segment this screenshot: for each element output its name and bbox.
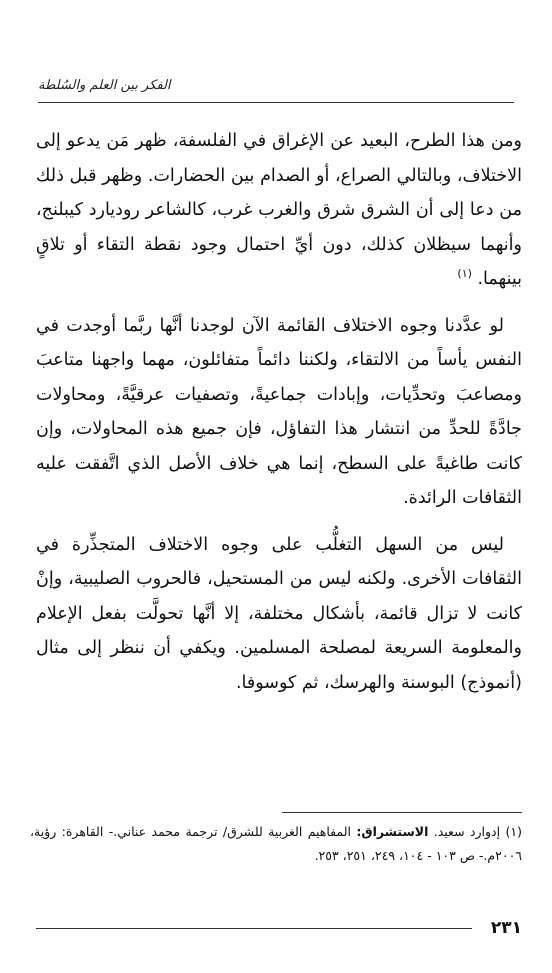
page-number: ٢٣١ xyxy=(483,918,522,938)
footnote-reference: (١) xyxy=(457,267,472,281)
paragraph-3 xyxy=(36,528,522,701)
running-header xyxy=(38,78,514,104)
header-divider xyxy=(38,102,514,103)
main-text xyxy=(36,124,522,712)
paragraph-1-text: ومن هذا الطرح، البعيد عن الإغراق في الفلسفة، ظهر مَن يدعو إلى الاختلاف، وبالتالي الصراع، أو الصدام بين الحضارات. وظهر قبل ذلك من دعا إلى أن الشرق شرق والغرب غرب، كالشاعر روديارد كيبلنج، وأنهما سيظلان كذلك، دون أيِّ احتمال وجود نقطة التقاء أو تلاقٍ بينهما. xyxy=(36,131,522,289)
footer-divider xyxy=(36,928,472,929)
footnote-book-title: الاستشراق: xyxy=(356,824,429,839)
footnote-divider xyxy=(282,812,522,813)
paragraph-3-text: ليس من السهل التغلُّب على وجوه الاختلاف المتجذِّرة في الثقافات الأخرى. ولكنه ليس من المستحيل، فالحروب الصليبية، وإنْ كانت لا تزال قائمة، بأشكال مختلفة، إلا أنَّها تحولَّت بفعل الإعلام والمعلومة السريعة لمصلحة المسلمين. ويكفي أن ننظر إلى مثال (أنموذج) البوسنة والهرسك، ثم كوسوفا. xyxy=(36,534,522,693)
footnote xyxy=(30,820,522,868)
paragraph-2-text: لو عدَّدنا وجوه الاختلاف القائمة الآن لوجدنا أنَّها ربَّما أوجدت في النفس يأساً من الالتقاء، ولكننا دائماً متفائلون، مهما واجهنا متاعبَ ومصاعبَ وتحدِّيات، وإبادات جماعيةً، وتصفيات عرقيَّةً، ومحاولات جادَّةً للحدِّ من انتشار هذا التفاؤل، فإن جميع هذه المحاولات، وإن كانت طاغيةً على السطح، إنما هي خلاف الأصل الذي اتَّفقت عليه الثقافات الرائدة. xyxy=(36,315,522,508)
page-footer xyxy=(36,918,522,938)
running-header-title: الفكر بين العلم والسُلطة xyxy=(38,78,171,93)
footnote-details: المفاهيم الغربية للشرق/ ترجمة محمد عناني.- القاهرة: رؤية، ٢٠٠٦م.- ص ١٠٣ - ١٠٤، ٢٤٩، ٢٥١، ٢٥٣. xyxy=(30,824,522,863)
paragraph-2 xyxy=(36,309,522,516)
footnote-number: (١) xyxy=(505,824,522,839)
footnote-author: إدوارد سعيد. xyxy=(433,824,501,839)
paragraph-1 xyxy=(36,124,522,297)
